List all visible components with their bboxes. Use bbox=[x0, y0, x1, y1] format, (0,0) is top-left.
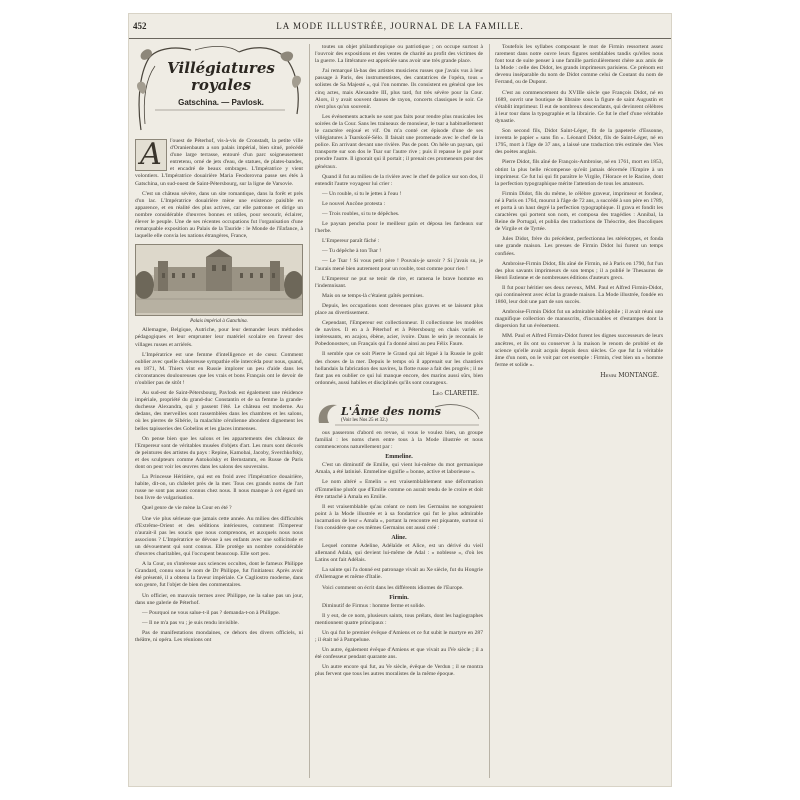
name-heading: Emmeline. bbox=[385, 454, 413, 461]
paragraph: Son second fils, Didot Saint-Léger, fit de la papeterie d'Essonne, inventa le papier « sans fin ». Léonard Didot, fils de Saint-Léger, né en 1795, mort à l'âge de 37 ans, a laissé une traduction très estimée des Vies des poètes anglais. bbox=[495, 128, 663, 156]
intro-paragraph bbox=[135, 138, 303, 188]
paragraph: Cependant, l'Empereur est collectionneur. Il collectionne les modèles de navires. Il en a à Péterhof et à Pétersbourg en chais variés et intéressants, en acajou, ébène, acier, ivoire. Dans le sein je reconnais le Pobedonostsev, un Français qui l'a donné ainsi au peu Félix Faure. bbox=[315, 320, 483, 348]
column-rule bbox=[309, 44, 310, 778]
paragraph: L'Empereur ne put se tenir de rire, et ramena le brave homme en l'indemnisant. bbox=[315, 275, 483, 289]
figure-caption: Palais impérial à Gatschina. bbox=[190, 319, 248, 325]
paragraph: Firmin Didot, fils du même, le célèbre graveur, imprimeur et fondeur, né à Paris en 1764, mourut à l'âge de 72 ans, a succédé à son père en 1789, et porta à un haut degré la perfection typographique. Il grava et fondit les caractères qui portent son nom, et composa des tragédies : Annibal, la Reine de Portugal, et publia des traductions de Théocrite, des Bucoliques de Virgile et de Tyrtée. bbox=[495, 190, 663, 233]
paragraph: toutes un objet philanthropique ou patriotique ; on occupe surtout à l'ouvroir des expositions et des ventes de charité au profit des victimes de la guerre. La littérature est appréciée sans avoir une très grande place. bbox=[315, 44, 483, 65]
name-heading: Firmin. bbox=[389, 594, 409, 601]
paragraph: — Un rouble, si tu le jettes à l'eau ! bbox=[322, 190, 402, 197]
paragraph: ous passerons d'abord en revue, si vous le voulez bien, un groupe familial : les noms chers entre tous à la Mode illustrée et nous commencerons naturellement par : bbox=[315, 429, 483, 451]
article-subtitle: Gatschina. — Pavlosk. bbox=[178, 98, 264, 107]
column-3 bbox=[495, 44, 663, 780]
paragraph: L'Impératrice est une femme d'intelligence et de cœur. Comment oublier avec quelle chaleureuse sympathie elle intercéda pour nous, quand, en 1871, M. Thiers vint en Russie implorer un peu d'aide dans les circonstances douloureuses que les vrais et bons Français ont le devoir de n'oublier pas de sitôt ! bbox=[135, 351, 303, 386]
paragraph: C'est au commencement du XVIIIe siècle que François Didot, né en 1689, ouvrit une boutique de libraire sous la figure de saint Augustin et s'établit imprimeur. Il eut de nombreux descendants, qui devinrent célèbres à leur tour dans la typographie et la librairie. Ce fut le chef d'une véritable dynastie. bbox=[495, 89, 663, 124]
paragraph: Les événements actuels ne sont pas faits pour rendre plus musicales les soirées de la Cour. Sans les traineaux de monsieur, le tsar a habituellement le caractère enjoué et vif. On m'a conté cet épisode d'une de ses villégiatures à Tsarskoïé-Sélo. Il faisait une promenade avec le chef de la police. En arrivant devant une rivière. Pas de pont. On hèle un paysan, qui transporte sur son dos le Tsar sur l'autre rive ; puis il repasse le gué pour prendre l'autre. Il ignorait qui il portait ; il prenait ces promeneurs pour des généraux. bbox=[315, 113, 483, 170]
paragraph: — Trois roubles, si tu te dépêches. bbox=[322, 210, 400, 217]
paragraph: Le nom altéré « Emelin » est vraisemblablement une déformation d'Emmeline plutôt que d'Emilie comme on aurait tendu de le croire et doit être rattaché à Amala en Emilie. bbox=[315, 479, 483, 500]
paragraph: Pierre Didot, fils aîné de François-Ambroise, né en 1761, mort en 1853, obtint la plus belle récompense qu'eût jamais décernée l'Empire à un imprimeur. Ce fut lui qui fit paraître le Virgile, l'Horace et le Racine, dont la perfection typographique mérite l'attention de tous les amateurs. bbox=[495, 159, 663, 187]
paragraph: Allemagne, Belgique, Autriche, pour leur demander leurs méthodes pédagogiques et leur emprunter leur matériel scolaire en faveur des villages russes et arriérés. bbox=[135, 327, 303, 348]
paragraph: C'est un diminutif de Emilie, qui vient lui-même du mot germanique Amala, a été latinisé. Emmeline signifie « bonne, active et laborieuse ». bbox=[315, 462, 483, 476]
section-heading bbox=[315, 401, 483, 427]
name-heading: Aline. bbox=[391, 535, 407, 542]
paragraph: — Il ne m'a pas vu ; je suis rendu invisible. bbox=[142, 619, 239, 626]
paragraph: Depuis, les occupations sont devenues plus graves et se laissent plus place au divertissement. bbox=[315, 302, 483, 316]
paragraph: Le paysan pencha pour le meilleur gain et déposa les fardeaux sur l'herbe. bbox=[315, 221, 483, 235]
page-number: 452 bbox=[133, 21, 147, 31]
paragraph: Mais on se temps-là c'étaient gaîtés permises. bbox=[322, 292, 424, 299]
palace-engraving-icon bbox=[136, 245, 302, 313]
title-line-2: royales bbox=[190, 76, 252, 94]
column-1 bbox=[135, 44, 303, 780]
column-2 bbox=[315, 44, 483, 780]
paragraph: Quel genre de vie mène la Cour en été ? bbox=[142, 505, 232, 512]
paragraph: Un autre encore qui fut, au Ve siècle, évêque de Verdun ; il se montra plus fervent que tous les autres moralistes de la même époque. bbox=[315, 664, 483, 678]
paragraph: La sainte qui l'a donné est patronage vivait au Xe siècle, fut du Hongrie d'Allemagne et même d'Italie. bbox=[315, 567, 483, 581]
paragraph: L'Empereur paraît fâché : bbox=[322, 238, 380, 245]
paragraph: l'ouest de Péterhof, vis-à-vis de Cronstadt, la petite ville d'Oranienbaum a son palais impérial, bien situé, précédé d'une large terrasse, entouré d'un parc soigneusement entretenu, orné de jets d'eau, de statues, de plates-bandes, et encadré de beaux ombrages. L'Impératrice y vient volontiers. L'Impératrice douairière Maria Feodorovna passe ses étés à Gatschina, un sud-ouest de Saint-Pétersbourg, sur la ligne de Varsovie. bbox=[135, 138, 303, 187]
section-reference: (Voir les Nos 25 et 32.) bbox=[341, 417, 388, 423]
paragraph: Quand il fut au milieu de la rivière avec le chef de police sur son dos, il entendit l'autre voyageur lui crier : bbox=[315, 173, 483, 187]
palace-illustration bbox=[135, 244, 303, 316]
paragraph: Au sud-est de Saint-Pétersbourg, Pavlosk est également une résidence impériale, propriété du grand-duc Constantin et de sa femme la grande-duchesse Alexandra, qui y passent l'été. Le château est moderne. Au dedans, des merveilles sont rassemblées dans les chambres et les salons, où les pierres de Sibérie, la malachite cérulienne abondent dignement les belles tapisseries des Gobelins et les glaces immenses. bbox=[135, 390, 303, 432]
column-rule bbox=[489, 44, 490, 778]
paragraph: Lequel comme Adeline, Adélaïde et Alice, est un dérivé du vieil allemand Adala, qui devient lui-même de Adal : « noblesse », d'où les Latins ont fait Adélais. bbox=[315, 543, 483, 564]
paragraph: Ambroise-Firmin Didot, fils aîné de Firmin, né à Paris en 1790, fut l'un des plus savants imprimeurs de son temps ; il a publié le Thesaurus de Henri Estienne et de nombreuses éditions d'auteurs grecs. bbox=[495, 260, 663, 281]
drop-cap: A bbox=[135, 139, 167, 171]
article-title-ornament bbox=[135, 44, 303, 136]
section-title: L'Âme des noms bbox=[341, 404, 441, 418]
paragraph: Un officier, en mauvais termes avec Philippe, ne la salue pas un jour, dans une galerie de Péterhof. bbox=[135, 592, 303, 606]
paragraph: — Le Tsar ! Si vous petit père ! Pouvais-je savoir ? Si j'avais su, je l'aurais mené bien autrement pour un rouble, tout comme pour rien ! bbox=[315, 258, 483, 272]
paragraph: Une vie plus sérieuse que jamais cette année. Au milieu des difficultés d'Extrême-Orient et des séditions intérieures, comment l'Empereur n'aurait-il pas les soucis que nous comprenons, et auxquels nous nous associons ? L'Impératrice se dévoue à ses enfants avec une sollicitude et un dévouement qui sont connus. Elle protège un nombre considérable d'œuvres charitables, qui l'occupent beaucoup. Elle sort peu. bbox=[135, 515, 303, 558]
paragraph: A la Cour, on s'intéresse aux sciences occultes, dont le fameux Philippe Grandard, connu sous le nom de Dr Philippe, fut l'initiateur. Après avoir été présenté, il a obtenu la faveur impériale. Ce Cagliostro moderne, dans son genre, fut l'objet de bien des commentaires. bbox=[135, 561, 303, 589]
author-signature: Henri MONTANGÉ. bbox=[600, 371, 659, 379]
paragraph: — Pourquoi ne vous salue-t-il pas ? demanda-t-on à Philippe. bbox=[142, 609, 280, 616]
paragraph: Il fut pour héritier ses deux neveux, MM. Paul et Alfred Firmin-Didot, qui continuèrent avec éclat la grande maison. La Mode illustrée, fondée en 1860, leur doit une part de son succès. bbox=[495, 284, 663, 306]
paragraph: Le nouvel Ancône protesta : bbox=[322, 200, 386, 207]
paragraph: J'ai remarqué là-bas des artistes musiciens russes que j'avais vus à leur passage à Paris, des instrumentistes, des cantatrices de l'opéra, tous « solistes de Sa Majesté », qui l'on nomme. Ils consistent en général que les cinq actes, mais Alexandre III, plus tard, fut très sévère pour la Cour. Alors, il y avait souvent danses de rayon, concerts classiques le soir. Ce n'est plus qu'un souvenir. bbox=[315, 68, 483, 110]
paragraph: Pas de manifestations mondaines, ce dehors des divers officiels, ni théâtre, ni opéra. Les réunions ont bbox=[135, 629, 303, 643]
paragraph: Un autre, également évêque d'Amiens et que vivait au IVe siècle ; il a été confesseur pendant quarante ans. bbox=[315, 647, 483, 661]
author-signature: Léo CLARETIE. bbox=[432, 389, 479, 397]
paragraph: Il semble que ce soit Pierre le Grand qui ait légué à la Russie le goût des choses de la mer. Depuis le temps où il apprenait sur les chantiers hollandais la fabrication des navires, la flotte russe a fait des progrès ; il ne faut pas en oublier ce qui lui manque encore, des marins aussi sûrs, bien ordonnés, aussi habiles et disciplinés qu'ils sont courageux. bbox=[315, 351, 483, 386]
paragraph: C'est un château sévère, dans un site romantique, dans la forêt et près d'un lac. L'Impératrice douairière mène une existence paisible en apparence, et en réalité des plus actives, car elle patronne et dirige un nombre considérable d'œuvres bonnes et utiles, pour secourir, éclairer, élever le peuple. Une de ses récentes occupations fut l'organisation d'une remarquable exposition au Palais de la Tauride : le Monde de l'Enfance, à laquelle elle convia les nations étrangères, France, bbox=[135, 190, 303, 240]
paragraph: Jules Didot, frère du précédent, perfectionna les stéréotypes, et fonda une grande maison. Les presses de Firmin Didot lui furent un temps confiées. bbox=[495, 236, 663, 257]
paragraph: On pense bien que les salons et les appartements des châteaux de l'Empereur sont de véritables musées d'objets d'art. Les murs sont décorés de peintures des artistes du pays : Repine, Kamobai, Jacoby, Sverchkofsky, et des sculpteurs comme Antokolsky et Bernstamm, en Russe de Paris dont on peut voir les œuvres dans les salons des souverains. bbox=[135, 435, 303, 470]
paragraph: Un qui fut le premier évêque d'Amiens et ce fut subit le martyre en 287 ; il était né à Pampelune. bbox=[315, 629, 483, 643]
paragraph: Voici comment on écrit dans les différents idiomes de l'Europe. bbox=[322, 584, 464, 591]
paragraph: Il est vraisemblable qu'au créant ce nom les Germains ne songeaient point à la Mode illustrée et à sa fondatrice qui fut le plus admirable incarnation de leur « Amala », portant la rencontre est piquante, surtout si l'on considère que ces mêmes Germains ont aussi créé : bbox=[315, 503, 483, 531]
paragraph: La Princesse Héritière, qui est en froid avec l'Impératrice douairière, habite, dit-on, un châtelet près de la mer. Tous ces grands noms de l'art russe ne sont pas assez connus chez nous. Il nous manque à cet égard un bon livre de vulgarisation. bbox=[135, 474, 303, 502]
paragraph: Ambroise-Firmin Didot fut un admirable bibliophile ; il avait réuni une magnifique collection de manuscrits, d'incunables et d'estampes dont la dispersion fut un événement. bbox=[495, 309, 663, 330]
paragraph: MM. Paul et Alfred Firmin-Didot furent les dignes successeurs de leurs ancêtres, et ils ont su conserver à la maison le renom de probité et de science qu'elle avait acquis depuis deux siècles. Ce que fut la véritable âme d'un nom, on le voit par cet exemple : Firmin, c'est bien un « homme ferme et solide ». bbox=[495, 333, 663, 368]
paragraph: Diminutif de Firmus : homme ferme et solide. bbox=[322, 602, 426, 609]
paragraph: Toutefois les syllabes composant le mot de Firmin ressortent assez rarement dans notre ouvre leurs figures semblables tandis qu'elles nous font tout de suite penser à une famille particulièrement chère aux amis de la Mode : celle des Didot, les grands imprimeurs parisiens. Ce prénom est devenu inséparable du nom de Didot comme celui de Coutant du nom de Ferrand, ou de Dupont. bbox=[495, 44, 663, 86]
paragraph: — Tu dépêche à ton Tsar ! bbox=[322, 248, 382, 255]
journal-title: LA MODE ILLUSTRÉE, JOURNAL DE LA FAMILLE. bbox=[276, 21, 524, 31]
article-title bbox=[161, 60, 281, 94]
title-line-1: Villégiatures bbox=[167, 59, 275, 77]
page-header bbox=[129, 14, 671, 39]
newspaper-page bbox=[129, 14, 671, 786]
paragraph: Il y eut, de ce nom, plusieurs saints, tous prélats, dont les hagiographes mentionnent quatre principaux : bbox=[315, 612, 483, 626]
